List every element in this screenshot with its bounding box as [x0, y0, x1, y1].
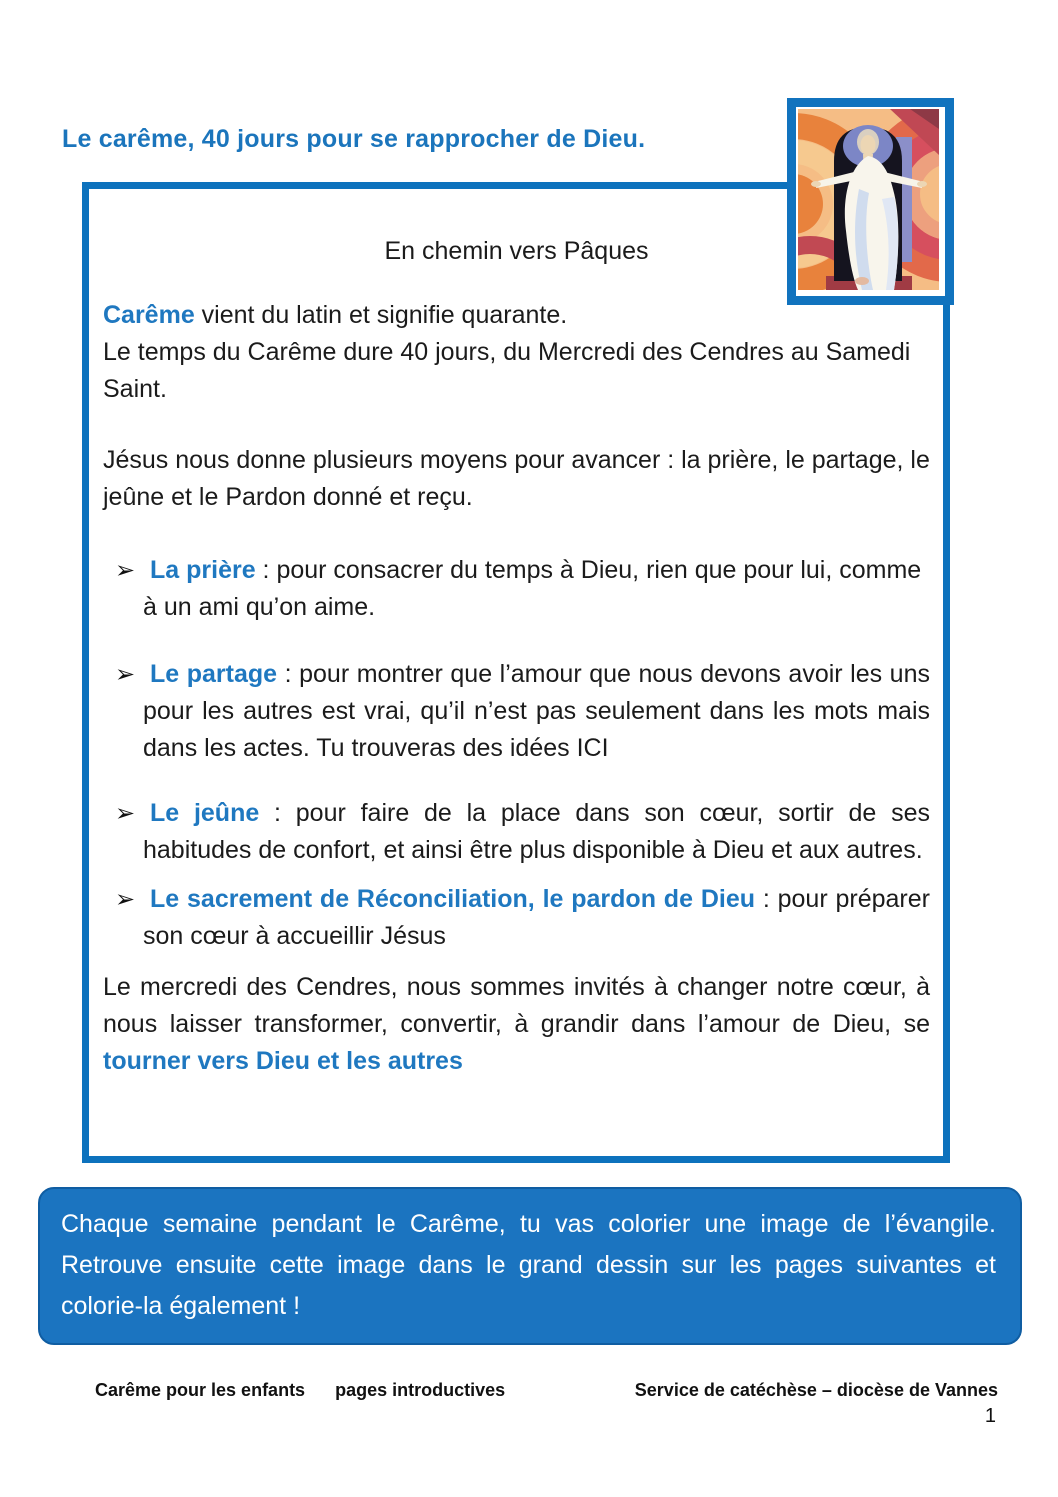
- bullet-text: : pour montrer que l’amour que nous devons avoir les uns pour les autres est vrai, qu’il n’est pas seulement dans les mots mais dans les actes. Tu trouveras des idées ICI: [143, 660, 930, 762]
- bullet-label: Le sacrement de Réconciliation, le pardon de Dieu: [150, 885, 755, 913]
- bullet-le-jeune: [103, 795, 930, 869]
- christ-resurrection-artwork: [798, 109, 939, 290]
- bullet-label: Le partage: [150, 660, 278, 688]
- closing-text: Le mercredi des Cendres, nous sommes invités à changer notre cœur, à nous laisser transformer, convertir, à grandir dans l’amour de Dieu, se: [103, 973, 930, 1038]
- closing-highlight: tourner vers Dieu et les autres: [103, 1047, 463, 1075]
- bullet-text: : pour préparer son cœur à accueillir Jésus: [143, 885, 930, 950]
- keyword-careme: Carême: [103, 301, 195, 329]
- bullet-sacrement-reconciliation: [103, 881, 930, 955]
- bullet-label: Le jeûne: [150, 799, 260, 827]
- footer-left: [95, 1380, 505, 1401]
- arrow-bullet-icon: ➢: [115, 557, 136, 584]
- bullet-text: : pour consacrer du temps à Dieu, rien que pour lui, comme à un ami qu’on aime.: [143, 556, 922, 621]
- weekly-coloring-callout: Chaque semaine pendant le Carême, tu vas colorier une image de l’évangile. Retrouve ensuite cette image dans le grand dessin sur les pages suivantes et colorie-la également !: [38, 1187, 1022, 1345]
- bullet-label: La prière: [150, 556, 256, 584]
- bullet-text: : pour faire de la place dans son cœur, sortir de ses habitudes de confort, et ainsi être plus disponible à Dieu et aux autres.: [143, 799, 930, 864]
- page-title: Le carême, 40 jours pour se rapprocher de Dieu.: [62, 125, 646, 153]
- intro-lead-rest: vient du latin et signifie quarante.: [194, 301, 568, 329]
- arrow-bullet-icon: ➢: [115, 800, 136, 827]
- footer-doc-subtitle: pages introductives: [335, 1380, 506, 1400]
- bullet-le-partage: [103, 656, 930, 767]
- bullet-la-priere: [103, 552, 930, 626]
- box-heading: En chemin vers Pâques: [384, 237, 649, 265]
- closing-paragraph: [103, 969, 930, 1080]
- arrow-bullet-icon: ➢: [115, 886, 136, 913]
- means-paragraph: Jésus nous donne plusieurs moyens pour avancer : la prière, le partage, le jeûne et le Pardon donné et reçu.: [103, 446, 930, 511]
- page-number: 1: [984, 1405, 996, 1427]
- intro-line2: Le temps du Carême dure 40 jours, du Mercredi des Cendres au Samedi Saint.: [103, 338, 911, 403]
- footer: [95, 1380, 998, 1401]
- arrow-bullet-icon: ➢: [115, 661, 136, 688]
- intro-paragraph: [103, 297, 930, 408]
- content-box: [82, 182, 950, 1163]
- footer-doc-title: Carême pour les enfants: [95, 1380, 306, 1400]
- footer-service: Service de catéchèse – diocèse de Vannes: [634, 1380, 998, 1400]
- resurrection-artwork-frame: [787, 98, 954, 305]
